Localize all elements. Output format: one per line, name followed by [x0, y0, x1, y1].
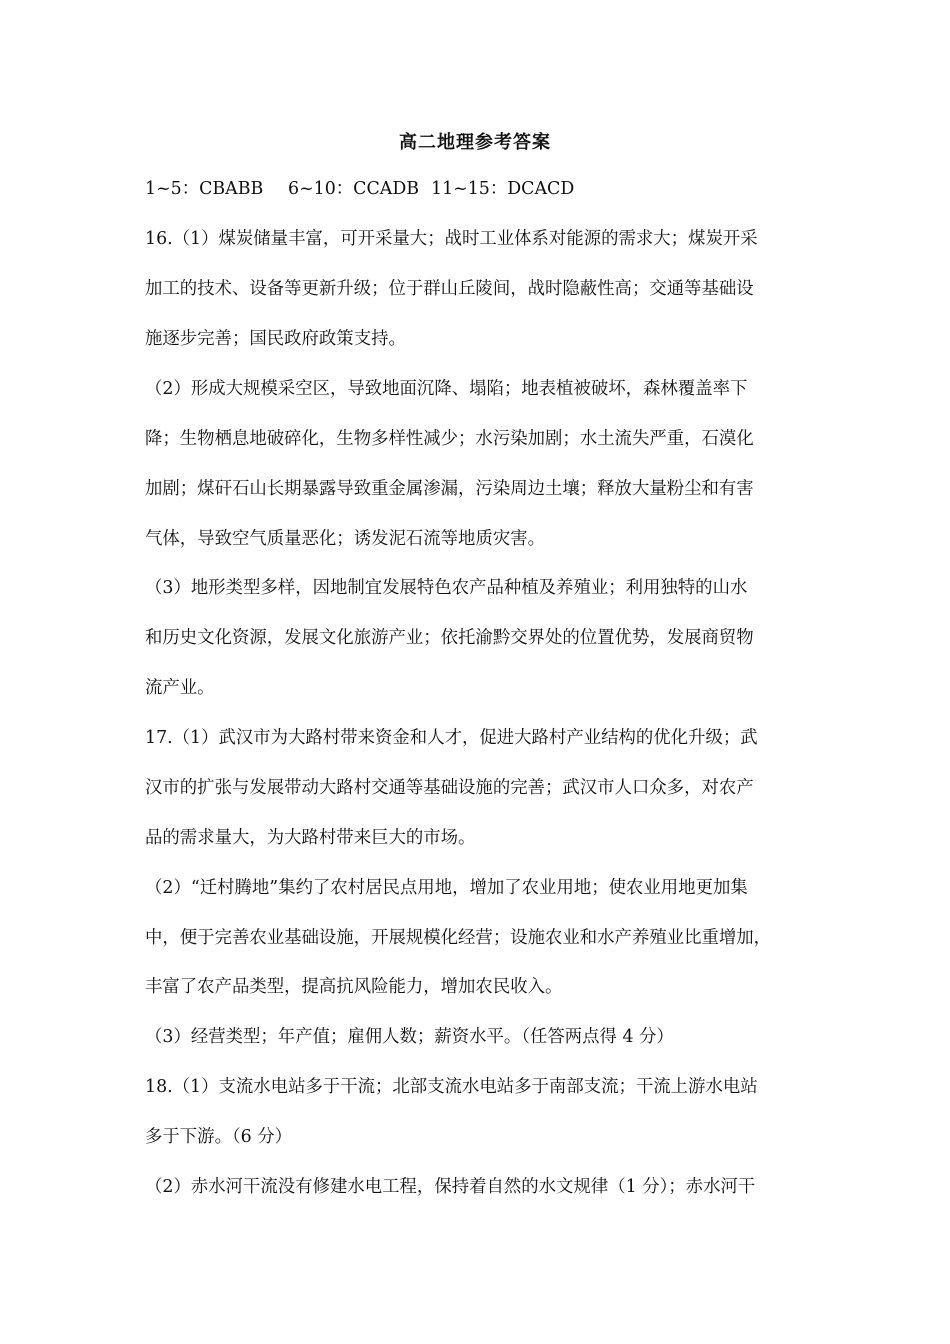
q16-line-1: 16.（1）煤炭储量丰富，可开采量大；战时工业体系对能源的需求大；煤炭开采	[145, 229, 758, 249]
mc-group-1: 1~5：CBABB	[145, 179, 264, 199]
q17-line-2: 汉市的扩张与发展带动大路村交通等基础设施的完善；武汉市人口众多，对农产	[145, 778, 754, 798]
q16-line-3: 施逐步完善；国民政府政策支持。	[145, 329, 406, 349]
q17-3-line-1: （3）经营类型；年产值；雇佣人数；薪资水平。（任答两点得 4 分）	[145, 1027, 674, 1047]
q16-2-line-3: 加剧；煤矸石山长期暴露导致重金属渗漏，污染周边土壤；释放大量粉尘和有害	[145, 479, 754, 499]
q17-2-line-1: （2）“迁村腾地”集约了农村居民点用地，增加了农业用地；使农业用地更加集	[145, 878, 748, 898]
q16-3-line-2: 和历史文化资源，发展文化旅游产业；依托渝黔交界处的位置优势，发展商贸物	[145, 628, 754, 648]
q16-2-line-2: 降；生物栖息地破碎化，生物多样性减少；水污染加剧；水土流失严重，石漠化	[145, 429, 754, 449]
q16-2-line-1: （2）形成大规模采空区，导致地面沉降、塌陷；地表植被破坏，森林覆盖率下	[145, 379, 748, 399]
q18-2-line-1: （2）赤水河干流没有修建水电工程，保持着自然的水文规律（1 分）；赤水河干	[145, 1177, 756, 1197]
multiple-choice-answers	[145, 177, 810, 201]
q18-line-1: 18.（1）支流水电站多于干流；北部支流水电站多于南部支流；干流上游水电站	[145, 1077, 758, 1097]
q16-2-line-4: 气体，导致空气质量恶化；诱发泥石流等地质灾害。	[145, 529, 545, 549]
page-title: 高二地理参考答案	[399, 132, 551, 153]
q17-2-line-2: 中，便于完善农业基础设施，开展规模化经营；设施农业和水产养殖业比重增加，	[145, 928, 772, 948]
mc-group-3: 11~15：DCACD	[431, 179, 575, 199]
q17-line-1: 17.（1）武汉市为大路村带来资金和人才，促进大路村产业结构的优化升级；武	[145, 728, 758, 748]
q17-2-line-3: 丰富了农产品类型，提高抗风险能力，增加农民收入。	[145, 977, 563, 997]
q17-line-3: 品的需求量大，为大路村带来巨大的市场。	[145, 828, 476, 848]
q18-line-2: 多于下游。（6 分）	[145, 1127, 293, 1147]
q16-3-line-3: 流产业。	[145, 678, 215, 698]
mc-group-2: 6~10：CCADB	[288, 179, 420, 199]
q16-line-2: 加工的技术、设备等更新升级；位于群山丘陵间，战时隐蔽性高；交通等基础设	[145, 279, 754, 299]
q16-3-line-1: （3）地形类型多样，因地制宜发展特色农产品种植及养殖业；利用独特的山水	[145, 578, 748, 598]
